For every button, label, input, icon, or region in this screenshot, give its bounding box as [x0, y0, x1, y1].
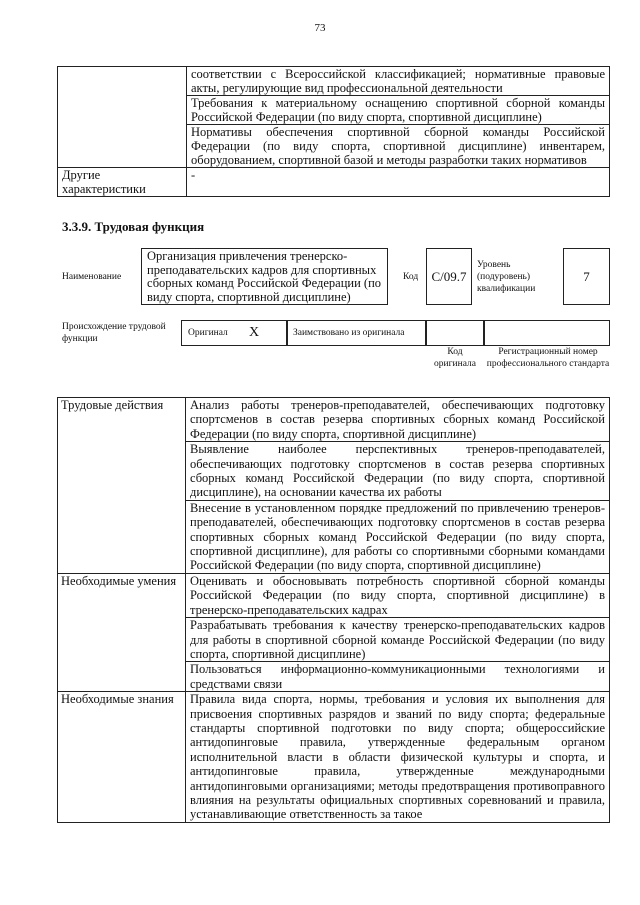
table-cell: Разрабатывать требования к качеству тренерско-преподавательских кадров для работы в спортивной сборной команде Российской Федерации (по виду спорта, спортивной дисциплине)	[186, 618, 610, 662]
code-original-caption: Код оригинала	[434, 347, 476, 369]
function-name-box: Организация привлечения тренерско-преподавательских кадров для спортивных сборных команд Российской Федерации (по виду спорта, спортивной дисциплине)	[141, 248, 388, 305]
main-table	[57, 397, 610, 823]
table-cell: Оценивать и обосновывать потребность спортивной сборной команды Российской Федерации (по виду спорта, спортивной дисциплине) в тренерско-преподавательских кадрах	[186, 573, 610, 617]
table-cell: Нормативы обеспечения спортивной сборной команды Российской Федерации (по виду спорта, спортивной дисциплине) инвентарем, оборудованием, спортивной базой и методы разработки таких нормативов	[187, 125, 610, 168]
table-cell: Правила вида спорта, нормы, требования и условия их выполнения для присвоения спортивных разрядов и званий по виду спорта; федеральные стандарты спортивной подготовки по виду спорта; общероссийские антидопинговые правила, утвержденные федеральным органом исполнительной власти в области физической культуры и спорта, и антидопинговые правила, утвержденные международными антидопинговыми организациями; методы предотвращения противоправного влияния на результаты официальных спортивных соревнований и правила, устанавливающие ответственность за такое	[186, 692, 610, 823]
level-label: Уровень (подуровень) квалификации	[477, 260, 536, 294]
original-mark: X	[249, 325, 260, 340]
code-original-box	[426, 320, 484, 346]
origin-label: Происхождение трудовой функции	[62, 322, 166, 344]
table-cell: Выявление наиболее перспективных тренеров-преподавателей, обеспечивающих подготовку спортсменов в состав резерва спортивных сборных команд Российской Федерации (по виду спорта, спортивной дисциплине), на основании качества их работы	[186, 442, 610, 501]
reg-number-caption: Регистрационный номер профессионального стандарта	[486, 347, 610, 369]
borrowed-box	[287, 320, 426, 346]
original-box	[181, 320, 287, 346]
table-cell: Требования к материальному оснащению спортивной сборной команды Российской Федерации (по виду спорта, спортивной дисциплине)	[187, 96, 610, 125]
code-value-box: C/09.7	[426, 248, 472, 305]
original-label: Оригинал	[188, 328, 228, 338]
name-label: Наименование	[62, 272, 122, 282]
table-cell: Пользоваться информационно-коммуникационными технологиями и средствами связи	[186, 662, 610, 692]
section-title: 3.3.9. Трудовая функция	[62, 219, 205, 234]
section-label-actions: Трудовые действия	[58, 398, 186, 574]
table-label-cell: Другие характеристики	[58, 168, 187, 197]
table-label-cell	[58, 67, 187, 168]
section-label-knowledge: Необходимые знания	[58, 692, 186, 823]
table-cell: Внесение в установленном порядке предложений по привлечению тренеров-преподавателей, обеспечивающих подготовку спортсменов в состав резерва спортивных сборных команд Российской Федерации (по виду спорта, спортивной дисциплине), для работы со спортивными сборными командами Российской Федерации (по виду спорта, спортивной дисциплине)	[186, 500, 610, 573]
table-cell: Анализ работы тренеров-преподавателей, обеспечивающих подготовку спортсменов в состав резерва спортивных сборных команд Российской Федерации (по виду спорта, спортивной дисциплине)	[186, 398, 610, 442]
top-table	[57, 66, 610, 197]
table-cell: соответствии с Всероссийской классификацией; нормативные правовые акты, регулирующие вид профессиональной деятельности	[187, 67, 610, 96]
page-number: 73	[314, 22, 326, 34]
level-value-box: 7	[563, 248, 610, 305]
borrowed-label: Заимствовано из оригинала	[293, 328, 405, 338]
section-label-skills: Необходимые умения	[58, 573, 186, 691]
table-cell: -	[187, 168, 610, 197]
reg-number-box	[484, 320, 610, 346]
code-label: Код	[403, 272, 419, 282]
